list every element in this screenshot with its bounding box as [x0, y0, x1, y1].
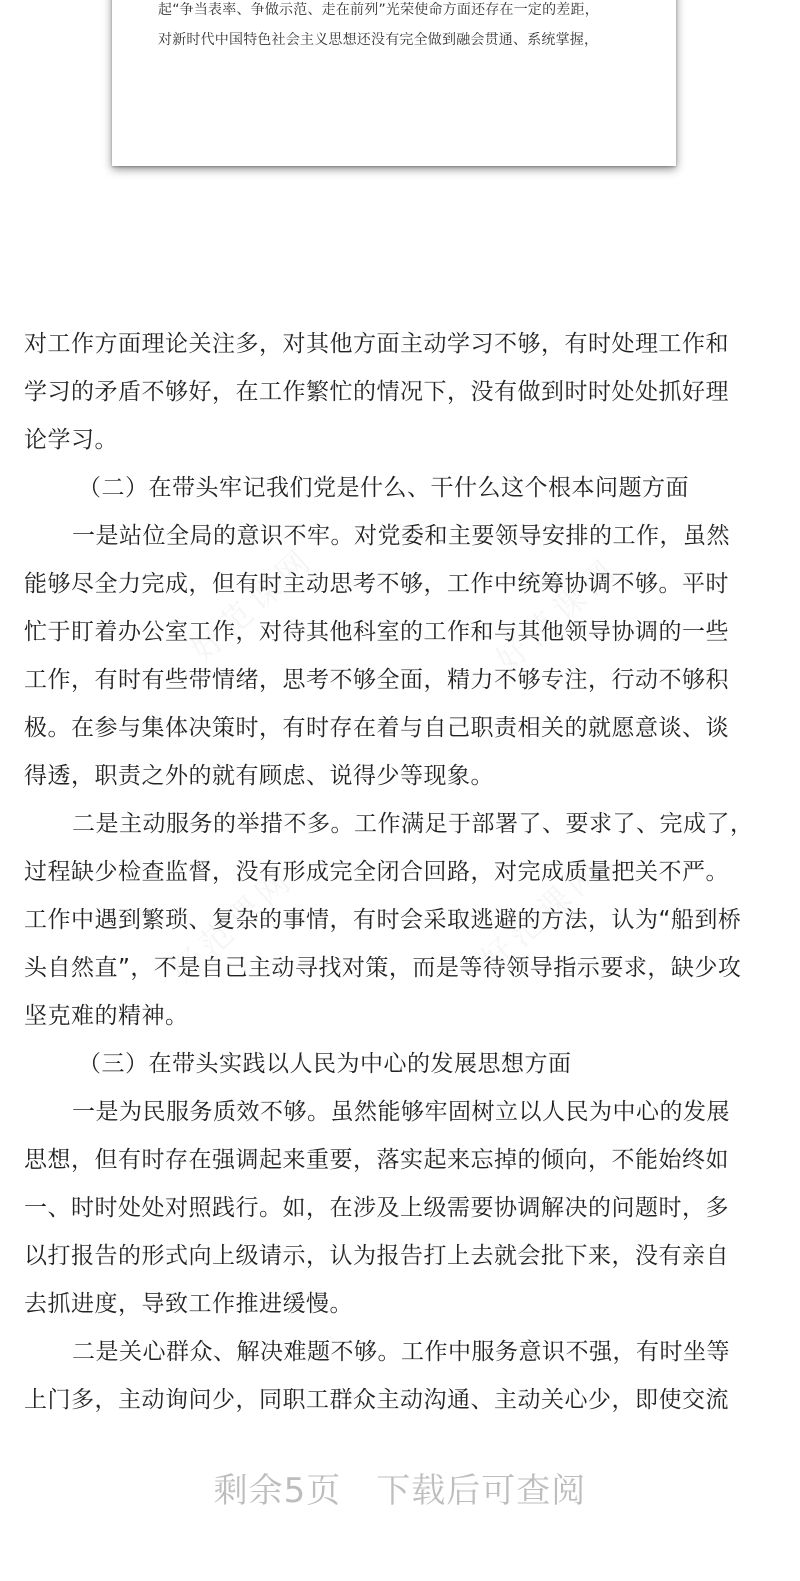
paragraph-line: 过程缺少检查监督，没有形成完全闭合回路，对完成质量把关不严。 [24, 859, 729, 885]
paragraph-line: 学习的矛盾不够好，在工作繁忙的情况下，没有做到时时处处抓好理 [24, 379, 729, 405]
paragraph-line: 去抓进度，导致工作推进缓慢。 [24, 1291, 353, 1317]
paragraph-line: 忙于盯着办公室工作，对待其他科室的工作和与其他领导协调的一些 [24, 619, 729, 645]
paragraph-line: 一是为民服务质效不够。虽然能够牢固树立以人民为中心的发展 [72, 1099, 730, 1125]
watermark: 好范课网 [163, 859, 302, 990]
document-body [24, 320, 772, 1424]
paragraph-line: 思想，但有时存在强调起来重要，落实起来忘掉的倾向，不能始终如 [24, 1147, 729, 1173]
paragraph-line: 论学习。 [24, 427, 118, 453]
watermark: 好范课网 [473, 849, 612, 980]
paragraph-line: 一、时时处处对照践行。如，在涉及上级需要协调解决的问题时，多 [24, 1195, 729, 1221]
paragraph-line: 二是关心群众、解决难题不够。工作中服务意识不强，有时坐等 [72, 1339, 730, 1365]
paragraph-line: 得透，职责之外的就有顾虑、说得少等现象。 [24, 763, 494, 789]
paragraph-line: 坚克难的精神。 [24, 1003, 189, 1029]
paragraph-line: 头自然直”，不是自己主动寻找对策，而是等待领导指示要求，缺少攻 [24, 955, 742, 981]
section-heading: （三）在带头实践以人民为中心的发展思想方面 [78, 1051, 572, 1077]
paragraph-line: 能够尽全力完成，但有时主动思考不够，工作中统筹协调不够。平时 [24, 571, 729, 597]
paragraph-line: 二是主动服务的举措不多。工作满足于部署了、要求了、完成了， [72, 811, 754, 837]
paragraph-line: 一是站位全局的意识不牢。对党委和主要领导安排的工作，虽然 [72, 523, 730, 549]
page-preview-card [112, 0, 676, 166]
watermark: 好范课网 [183, 539, 322, 670]
preview-line: 起“争当表率、争做示范、走在前列”光荣使命方面还存在一定的差距， [158, 2, 599, 18]
paragraph-line: 极。在参与集体决策时，有时存在着与自己职责相关的就愿意谈、谈 [24, 715, 729, 741]
paragraph-line: 以打报告的形式向上级请示，认为报告打上去就会批下来，没有亲自 [24, 1243, 729, 1269]
paragraph-line: 上门多，主动询问少，同职工群众主动沟通、主动关心少，即使交流 [24, 1387, 729, 1413]
section-heading: （二）在带头牢记我们党是什么、干什么这个根本问题方面 [78, 475, 689, 501]
paragraph-line: 对工作方面理论关注多，对其他方面主动学习不够，有时处理工作和 [24, 331, 729, 357]
watermark: 好范课网 [488, 549, 627, 680]
paragraph-line: 工作中遇到繁琐、复杂的事情，有时会采取逃避的方法，认为“船到桥 [24, 907, 742, 933]
remaining-pages-download-link[interactable]: 剩余5页 下载后可查阅 [213, 1471, 587, 1511]
preview-line: 对新时代中国特色社会主义思想还没有完全做到融会贯通、系统掌握， [158, 32, 599, 48]
paragraph-line: 工作，有时有些带情绪，思考不够全面，精力不够专注，行动不够积 [24, 667, 729, 693]
